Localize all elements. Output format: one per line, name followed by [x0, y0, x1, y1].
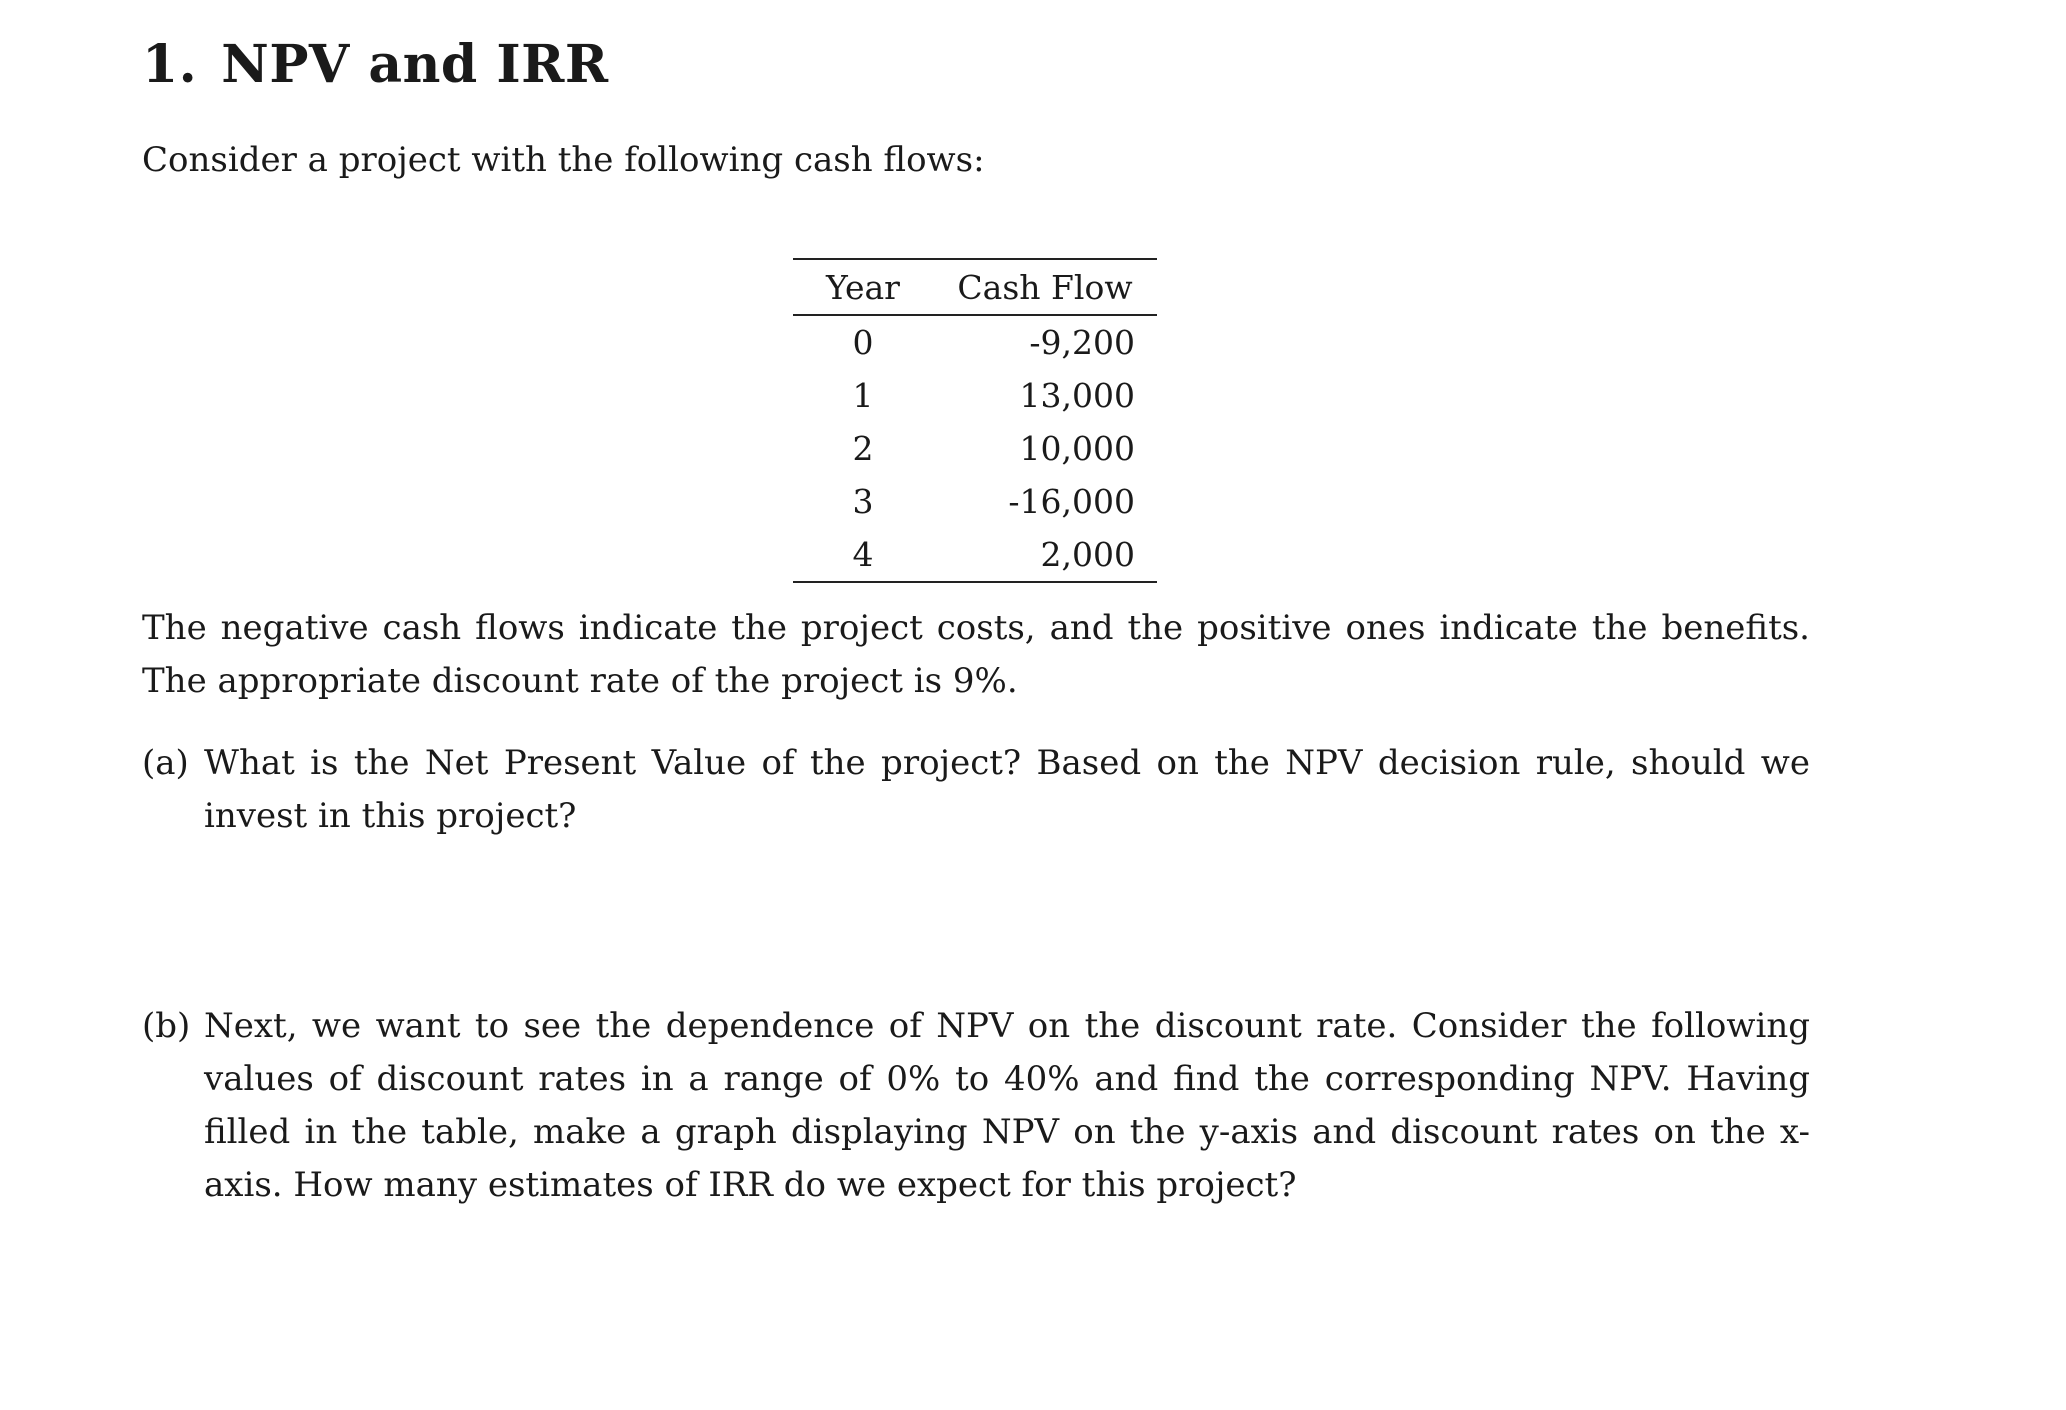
question-text: What is the Net Present Value of the project? Based on the NPV decision rule, should we invest in this project? [204, 743, 1810, 836]
cash-flow-cell: 2,000 [1040, 535, 1135, 574]
table-row [793, 422, 1157, 475]
table-row [793, 528, 1157, 582]
year-cell: 4 [852, 535, 874, 574]
question-label: (a) [142, 743, 189, 783]
question-label: (b) [142, 1006, 191, 1046]
question-b [142, 1000, 1810, 1212]
description-paragraph: The negative cash flows indicate the project costs, and the positive ones indicate the benefits. The appropriate discount rate of the project is 9%. [142, 608, 1810, 701]
section-title: NPV and IRR [221, 34, 609, 95]
question-a [142, 737, 1810, 843]
section-number: 1. [142, 34, 198, 95]
table-row [793, 315, 1157, 369]
cash-flow-table [793, 258, 1157, 583]
year-cell: 0 [852, 323, 874, 362]
cash-flow-cell: -9,200 [1029, 323, 1135, 362]
section-heading [142, 34, 609, 95]
table-header-row [793, 259, 1157, 315]
table-row [793, 475, 1157, 528]
cash-flow-cell: -16,000 [1008, 482, 1135, 521]
cash-flow-cell: 13,000 [1019, 376, 1135, 415]
column-header-cash-flow: Cash Flow [957, 267, 1133, 307]
intro-text: Consider a project with the following cash flows: [142, 140, 985, 180]
year-cell: 3 [852, 482, 874, 521]
cash-flow-cell: 10,000 [1019, 429, 1135, 468]
column-header-year: Year [826, 267, 900, 307]
year-cell: 1 [852, 376, 874, 415]
table-row [793, 369, 1157, 422]
question-text: Next, we want to see the dependence of NPV on the discount rate. Consider the following values of discount rates in a range of 0% to 40% and find the corresponding NPV. Having filled in the table, make a graph displaying NPV on the y-axis and discount rates on the x-axis. How many estimates of IRR do we expect for this project? [204, 1006, 1810, 1205]
year-cell: 2 [852, 429, 874, 468]
